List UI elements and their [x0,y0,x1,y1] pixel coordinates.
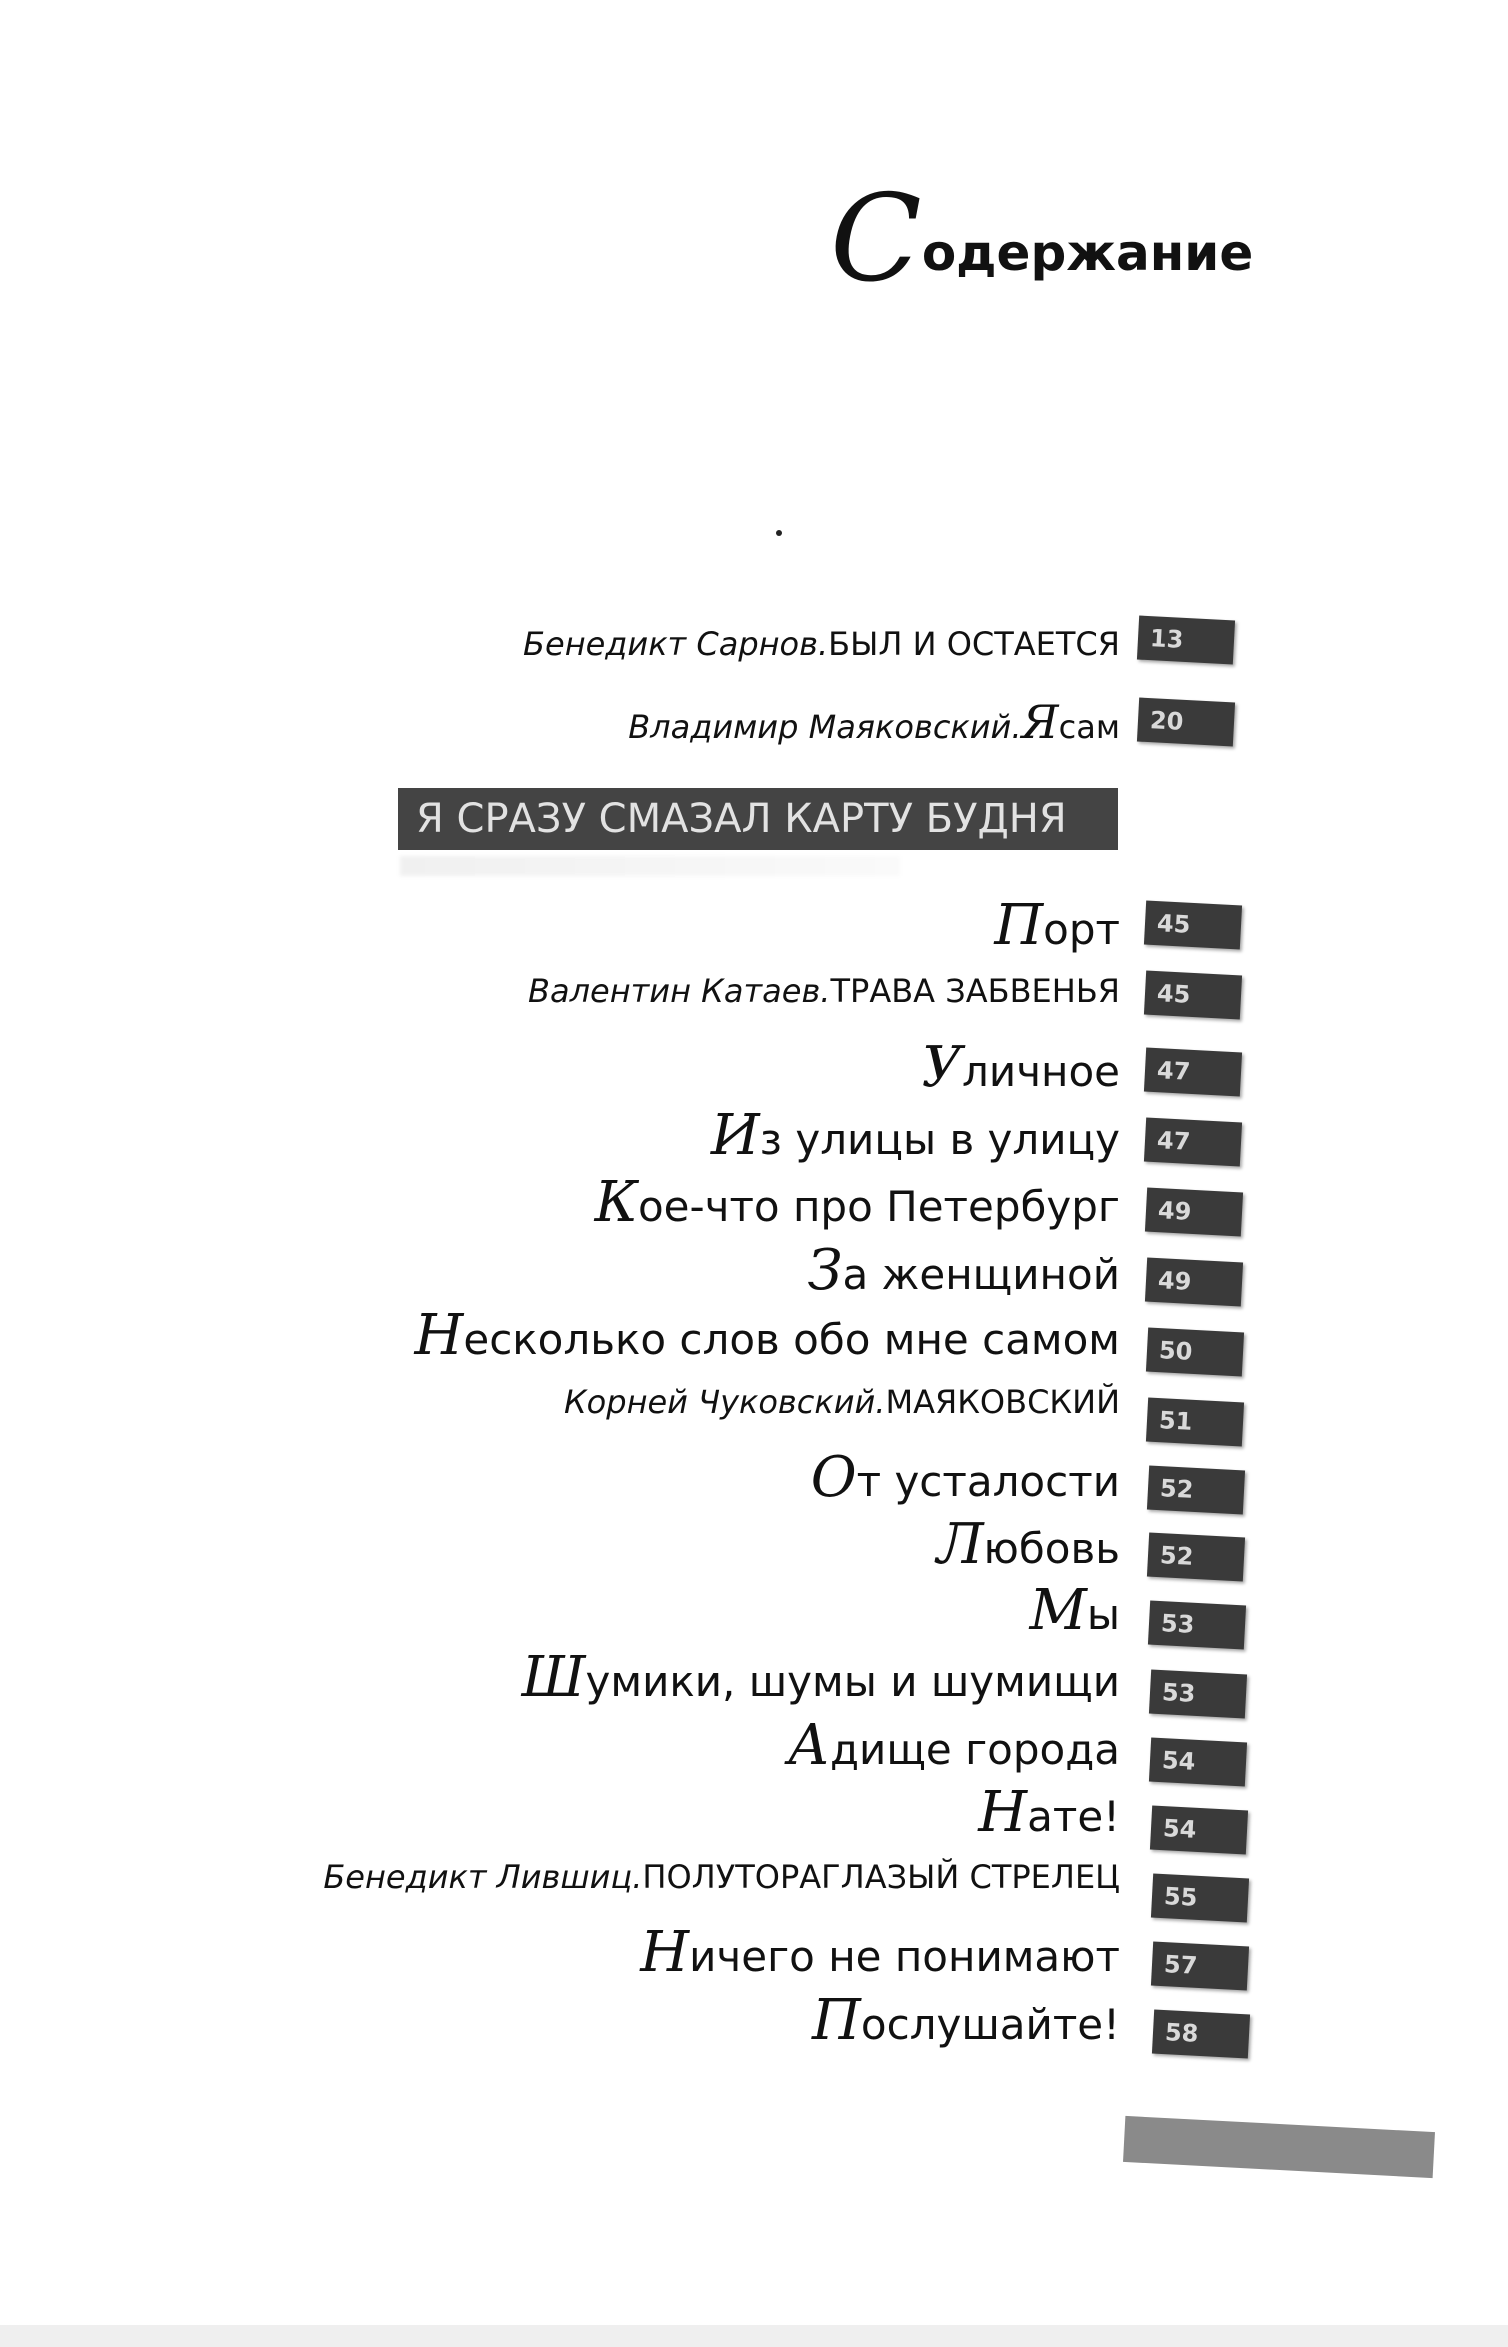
scan-edge [0,2325,1508,2347]
entry-title-initial: У [921,1035,963,1100]
entry-author: Бенедикт Лившиц. [323,1858,643,1896]
decorative-dot [776,530,782,536]
entry-title-initial: И [710,1103,760,1168]
entry-title-initial: К [594,1170,638,1235]
entry-title: ослушайте! [860,2000,1120,2049]
toc-entry [150,1445,1120,1510]
entry-title: юбовь [983,1524,1120,1573]
toc-entry [150,1920,1120,1985]
page-number-badge: 45 [1144,971,1242,1020]
entry-title: ТРАВА ЗАБВЕНЬЯ [830,972,1120,1010]
entry-title: ое-что про Петербург [637,1182,1120,1231]
page-number-badge: 50 [1146,1328,1244,1377]
entry-title: ате! [1027,1792,1120,1841]
page-number-badge: 52 [1147,1533,1245,1582]
entry-title-initial: Н [414,1303,464,1368]
decorative-bar [1123,2116,1435,2178]
entry-title-initial: О [810,1445,857,1510]
page-number-badge: 13 [1137,616,1235,665]
toc-entry [150,972,1120,1026]
entry-title-initial: П [812,1988,861,2053]
entry-title-initial: Ш [521,1645,586,1710]
page-number-badge: 53 [1149,1670,1247,1719]
toc-entry [150,893,1120,958]
entry-title: умики, шумы и шумищи [585,1657,1120,1706]
title-rest: одержание [921,224,1254,282]
toc-entry [150,1238,1120,1303]
page-number-badge: 20 [1137,698,1235,747]
toc-entry [150,695,1120,749]
entry-title: МАЯКОВСКИЙ [885,1383,1120,1421]
toc-entry [150,1512,1120,1577]
toc-entry [150,1645,1120,1710]
toc-entry [150,1170,1120,1235]
page-number-badge: 55 [1151,1874,1249,1923]
entry-title: сам [1058,708,1120,746]
page-number-badge: 54 [1149,1738,1247,1787]
page-number-badge: 58 [1152,2010,1250,2059]
toc-entry [150,1780,1120,1845]
section-heading: Я СРАЗУ СМАЗАЛ КАРТУ БУДНЯ [398,788,1118,850]
toc-entry [150,1303,1120,1368]
bleed-through-text [400,856,900,876]
entry-author: Валентин Катаев. [528,972,831,1010]
entry-author: Владимир Маяковский. [628,708,1022,746]
entry-title-initial: З [807,1238,843,1303]
toc-entry [150,625,1120,679]
entry-title: орт [1043,905,1120,954]
page-number-badge: 54 [1150,1806,1248,1855]
page-title [830,170,1254,310]
entry-title-initial: А [787,1713,831,1778]
toc-entry [150,1713,1120,1778]
toc-entry [150,1035,1120,1100]
entry-author: Корней Чуковский. [563,1383,886,1421]
page-number-badge: 49 [1145,1258,1243,1307]
entry-title: БЫЛ И ОСТАЕТСЯ [828,625,1120,663]
entry-title: ичего не понимают [689,1932,1120,1981]
page-number-badge: 45 [1144,901,1242,950]
entry-title: есколько слов обо мне самом [463,1315,1120,1364]
toc-entry [150,1858,1120,1912]
entry-title: т усталости [856,1457,1120,1506]
entry-title-initial: Н [978,1780,1028,1845]
page-number-badge: 52 [1147,1466,1245,1515]
entry-author: Бенедикт Сарнов. [523,625,829,663]
entry-title: ПОЛУТОРАГЛАЗЫЙ СТРЕЛЕЦ [642,1858,1120,1896]
entry-title: ы [1086,1590,1120,1639]
toc-entry [150,1988,1120,2053]
toc-entry [150,1103,1120,1168]
page-number-badge: 53 [1148,1601,1246,1650]
entry-title: з улицы в улицу [759,1115,1120,1164]
page-number-badge: 49 [1145,1188,1243,1237]
page-number-badge: 51 [1146,1398,1244,1447]
entry-title: дище города [830,1725,1120,1774]
entry-title-initial: П [994,893,1044,958]
entry-title: личное [962,1047,1120,1096]
toc-entry [150,1578,1120,1643]
toc-entry [150,1383,1120,1437]
entry-title-initial: М [1029,1578,1087,1643]
entry-title-initial: Л [936,1512,984,1577]
page-number-badge: 47 [1144,1118,1242,1167]
page-number-badge: 57 [1151,1942,1249,1991]
entry-title: а женщиной [842,1250,1120,1299]
entry-title-initial: Я [1021,695,1059,749]
entry-title-initial: Н [640,1920,690,1985]
title-initial: С [830,170,922,309]
page-number-badge: 47 [1144,1048,1242,1097]
